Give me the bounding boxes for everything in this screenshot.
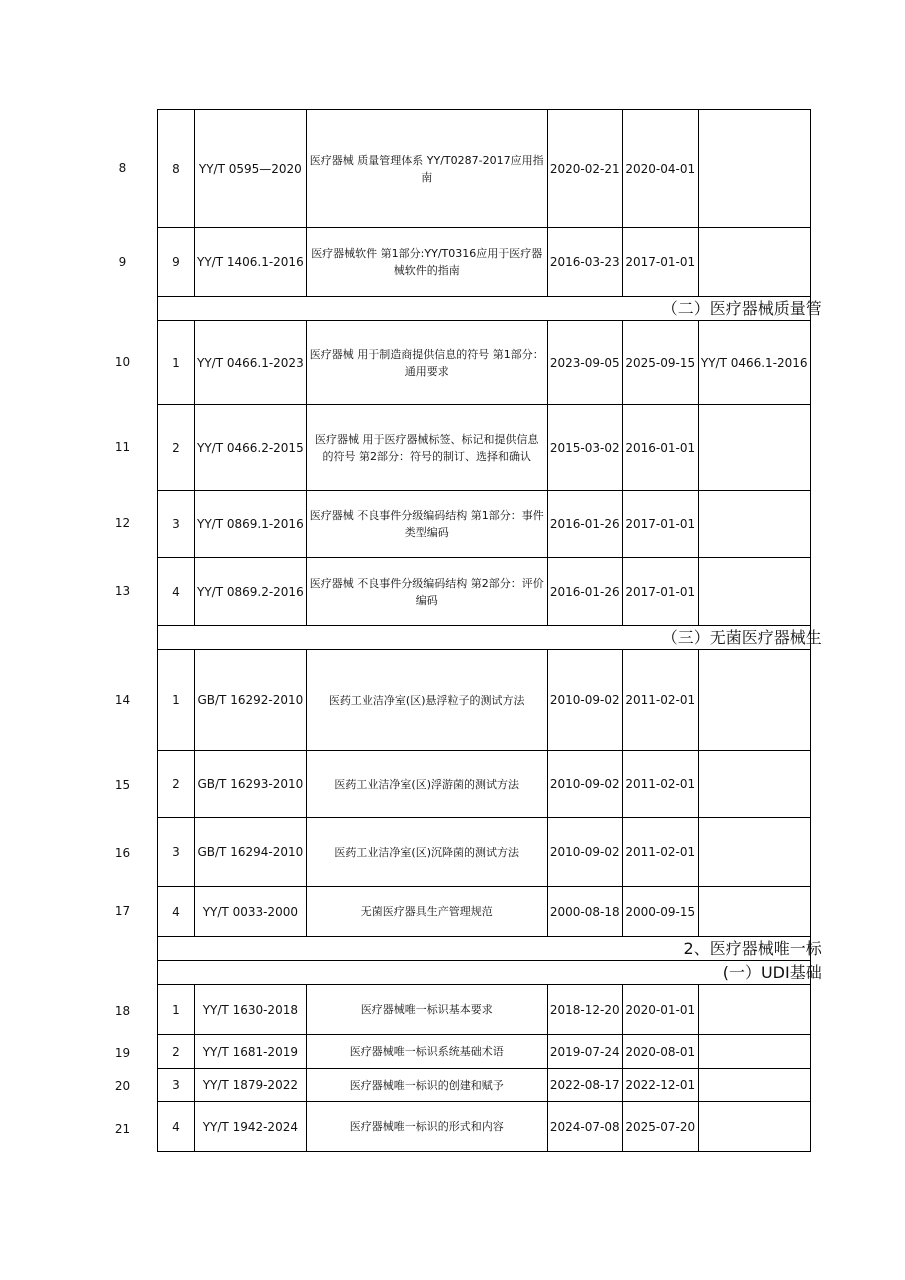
effective-date-cell: 2011-02-01 — [622, 751, 698, 818]
replaced-cell: YY/T 0466.1-2016 — [698, 321, 810, 405]
row-number: 9 — [118, 255, 127, 269]
row-number: 8 — [118, 161, 127, 175]
section-heading-text: （二）医疗器械质量管 — [661, 298, 822, 318]
row-number: 14 — [114, 693, 131, 707]
replaced-cell — [698, 491, 810, 558]
table-row — [158, 228, 811, 297]
section-heading — [158, 297, 822, 321]
section-row — [158, 297, 811, 321]
section-row — [158, 626, 811, 650]
section-heading-text: (一）UDI基础 — [722, 962, 822, 982]
code-cell: GB/T 16292-2010 — [195, 650, 307, 751]
code-cell: YY/T 0595—2020 — [195, 110, 307, 228]
publish-date-cell: 2016-03-23 — [547, 228, 622, 297]
code-cell: YY/T 0466.1-2023 — [195, 321, 307, 405]
table-row — [158, 650, 811, 751]
replaced-cell — [698, 1102, 810, 1152]
table-row — [158, 558, 811, 626]
table-row — [158, 110, 811, 228]
section-heading — [158, 937, 822, 961]
publish-date-cell: 2010-09-02 — [547, 751, 622, 818]
name-cell: 医药工业洁净室(区)沉降菌的测试方法 — [306, 818, 547, 887]
effective-date-cell: 2017-01-01 — [622, 558, 698, 626]
seq-cell: 3 — [158, 491, 195, 558]
code-cell: YY/T 1406.1-2016 — [195, 228, 307, 297]
table-row — [158, 321, 811, 405]
seq-cell: 3 — [158, 1069, 195, 1102]
replaced-cell — [698, 887, 810, 937]
replaced-cell — [698, 405, 810, 491]
name-cell: 无菌医疗器具生产管理规范 — [306, 887, 547, 937]
seq-cell: 1 — [158, 321, 195, 405]
effective-date-cell: 2025-09-15 — [622, 321, 698, 405]
row-number: 12 — [114, 516, 131, 530]
publish-date-cell: 2018-12-20 — [547, 985, 622, 1035]
name-cell: 医疗器械唯一标识系统基础术语 — [306, 1035, 547, 1069]
publish-date-cell: 2016-01-26 — [547, 491, 622, 558]
effective-date-cell: 2011-02-01 — [622, 650, 698, 751]
seq-cell: 2 — [158, 1035, 195, 1069]
table-row — [158, 491, 811, 558]
name-cell: 医疗器械 用于制造商提供信息的符号 第1部分：通用要求 — [306, 321, 547, 405]
replaced-cell — [698, 1069, 810, 1102]
code-cell: YY/T 0033-2000 — [195, 887, 307, 937]
code-cell: YY/T 1879-2022 — [195, 1069, 307, 1102]
code-cell: YY/T 0869.2-2016 — [195, 558, 307, 626]
row-number: 21 — [114, 1122, 131, 1136]
section-heading — [158, 626, 822, 650]
row-number: 11 — [114, 440, 131, 454]
effective-date-cell: 2000-09-15 — [622, 887, 698, 937]
seq-cell: 8 — [158, 110, 195, 228]
code-cell: YY/T 1681-2019 — [195, 1035, 307, 1069]
table-row — [158, 985, 811, 1035]
publish-date-cell: 2022-08-17 — [547, 1069, 622, 1102]
publish-date-cell: 2016-01-26 — [547, 558, 622, 626]
replaced-cell — [698, 1035, 810, 1069]
publish-date-cell: 2020-02-21 — [547, 110, 622, 228]
publish-date-cell: 2000-08-18 — [547, 887, 622, 937]
table-row — [158, 818, 811, 887]
table-row — [158, 1035, 811, 1069]
row-number: 10 — [114, 355, 131, 369]
name-cell: 医疗器械唯一标识基本要求 — [306, 985, 547, 1035]
row-number: 15 — [114, 778, 131, 792]
seq-cell: 1 — [158, 650, 195, 751]
seq-cell: 2 — [158, 751, 195, 818]
section-row — [158, 961, 811, 985]
seq-cell: 4 — [158, 558, 195, 626]
effective-date-cell: 2020-01-01 — [622, 985, 698, 1035]
effective-date-cell: 2016-01-01 — [622, 405, 698, 491]
standards-table — [157, 109, 822, 1152]
code-cell: GB/T 16293-2010 — [195, 751, 307, 818]
replaced-cell — [698, 818, 810, 887]
effective-date-cell: 2025-07-20 — [622, 1102, 698, 1152]
code-cell: YY/T 0466.2-2015 — [195, 405, 307, 491]
code-cell: GB/T 16294-2010 — [195, 818, 307, 887]
effective-date-cell: 2022-12-01 — [622, 1069, 698, 1102]
effective-date-cell: 2020-04-01 — [622, 110, 698, 228]
replaced-cell — [698, 650, 810, 751]
row-number: 18 — [114, 1004, 131, 1018]
replaced-cell — [698, 985, 810, 1035]
name-cell: 医疗器械 质量管理体系 YY/T0287-2017应用指南 — [306, 110, 547, 228]
table-row — [158, 1102, 811, 1152]
table-row — [158, 751, 811, 818]
name-cell: 医疗器械唯一标识的创建和赋予 — [306, 1069, 547, 1102]
name-cell: 医药工业洁净室(区)浮游菌的测试方法 — [306, 751, 547, 818]
publish-date-cell: 2015-03-02 — [547, 405, 622, 491]
row-number: 17 — [114, 904, 131, 918]
seq-cell: 3 — [158, 818, 195, 887]
code-cell: YY/T 0869.1-2016 — [195, 491, 307, 558]
table-row — [158, 1069, 811, 1102]
seq-cell: 9 — [158, 228, 195, 297]
publish-date-cell: 2024-07-08 — [547, 1102, 622, 1152]
effective-date-cell: 2020-08-01 — [622, 1035, 698, 1069]
name-cell: 医疗器械 不良事件分级编码结构 第2部分：评价编码 — [306, 558, 547, 626]
section-row — [158, 937, 811, 961]
code-cell: YY/T 1942-2024 — [195, 1102, 307, 1152]
section-heading-text: （三）无菌医疗器械生 — [661, 627, 822, 647]
publish-date-cell: 2023-09-05 — [547, 321, 622, 405]
table-row — [158, 887, 811, 937]
name-cell: 医疗器械 不良事件分级编码结构 第1部分：事件类型编码 — [306, 491, 547, 558]
name-cell: 医药工业洁净室(区)悬浮粒子的测试方法 — [306, 650, 547, 751]
row-number: 13 — [114, 584, 131, 598]
code-cell: YY/T 1630-2018 — [195, 985, 307, 1035]
publish-date-cell: 2010-09-02 — [547, 818, 622, 887]
replaced-cell — [698, 110, 810, 228]
name-cell: 医疗器械 用于医疗器械标签、标记和提供信息的符号 第2部分：符号的制订、选择和确认 — [306, 405, 547, 491]
row-number: 19 — [114, 1046, 131, 1060]
publish-date-cell: 2019-07-24 — [547, 1035, 622, 1069]
replaced-cell — [698, 228, 810, 297]
table-row — [158, 405, 811, 491]
replaced-cell — [698, 751, 810, 818]
seq-cell: 4 — [158, 1102, 195, 1152]
seq-cell: 4 — [158, 887, 195, 937]
effective-date-cell: 2017-01-01 — [622, 491, 698, 558]
section-heading-text: 2、医疗器械唯一标 — [683, 938, 822, 958]
name-cell: 医疗器械软件 第1部分:YY/T0316应用于医疗器械软件的指南 — [306, 228, 547, 297]
effective-date-cell: 2017-01-01 — [622, 228, 698, 297]
section-heading — [158, 961, 822, 985]
effective-date-cell: 2011-02-01 — [622, 818, 698, 887]
seq-cell: 2 — [158, 405, 195, 491]
replaced-cell — [698, 558, 810, 626]
row-number: 16 — [114, 846, 131, 860]
publish-date-cell: 2010-09-02 — [547, 650, 622, 751]
row-number: 20 — [114, 1079, 131, 1093]
seq-cell: 1 — [158, 985, 195, 1035]
name-cell: 医疗器械唯一标识的形式和内容 — [306, 1102, 547, 1152]
